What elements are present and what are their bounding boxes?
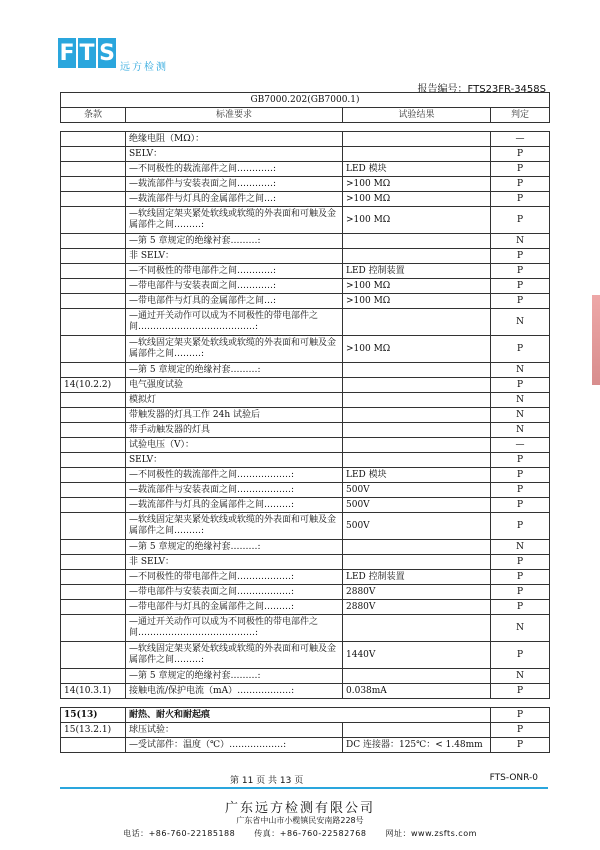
cell-clause (61, 483, 126, 498)
cell-verdict: N (491, 423, 550, 438)
table-row (61, 363, 550, 378)
cell-requirement: 带手动触发器的灯具 (126, 423, 343, 438)
cell-requirement: —第 5 章规定的绝缘衬套………: (126, 234, 343, 249)
table-row (61, 483, 550, 498)
table-row (61, 177, 550, 192)
cell-result (343, 378, 491, 393)
col-verdict: 判定 (491, 108, 550, 123)
cell-verdict: P (491, 483, 550, 498)
cell-result (343, 309, 491, 336)
cell-verdict: P (491, 192, 550, 207)
cell-result: >100 MΩ (343, 177, 491, 192)
spacer-row (61, 699, 550, 708)
cell-verdict: P (491, 555, 550, 570)
cell-clause (61, 363, 126, 378)
cell-result (343, 423, 491, 438)
cell-requirement: 电气强度试验 (126, 378, 343, 393)
cell-verdict: P (491, 378, 550, 393)
fax: 传真：+86-760-22582768 (254, 829, 367, 838)
cell-verdict: P (491, 468, 550, 483)
cell-verdict: P (491, 684, 550, 699)
cell-clause (61, 234, 126, 249)
cell-verdict: — (491, 132, 550, 147)
cell-result: 2880V (343, 600, 491, 615)
cell-clause (61, 513, 126, 540)
cell-result: >100 MΩ (343, 192, 491, 207)
cell-verdict: N (491, 540, 550, 555)
standard-title: GB7000.202(GB7000.1) (61, 93, 550, 108)
form-code: FTS-ONR-0 (489, 773, 538, 783)
cell-requirement: —不同极性的带电部件之间………………: (126, 570, 343, 585)
col-requirement: 标准要求 (126, 108, 343, 123)
cell-requirement: —软线固定架夹紧处软线或软缆的外表面和可触及金属部件之间………: (126, 207, 343, 234)
cell-result: LED 控制装置 (343, 570, 491, 585)
table-row (61, 336, 550, 363)
cell-result (343, 669, 491, 684)
cell-verdict: N (491, 669, 550, 684)
cell-clause (61, 498, 126, 513)
cell-requirement: 带触发器的灯具工作 24h 试验后 (126, 408, 343, 423)
table-row (61, 684, 550, 699)
cell-clause (61, 540, 126, 555)
cell-verdict: P (491, 642, 550, 669)
cell-verdict: — (491, 438, 550, 453)
cell-requirement: —带电部件与灯具的金属部件之间…: (126, 294, 343, 309)
cell-requirement: —软线固定架夹紧处软线或软缆的外表面和可触及金属部件之间………: (126, 642, 343, 669)
cell-result: 500V (343, 498, 491, 513)
cell-verdict: P (491, 498, 550, 513)
cell-clause (61, 738, 126, 753)
cell-requirement: —不同极性的载流部件之间…………: (126, 162, 343, 177)
table-row (61, 513, 550, 540)
cell-result: 500V (343, 513, 491, 540)
cell-requirement: —第 5 章规定的绝缘衬套………: (126, 540, 343, 555)
cell-requirement: —带电部件与安装表面之间…………: (126, 279, 343, 294)
cell-verdict: N (491, 393, 550, 408)
company-logo (58, 38, 118, 68)
cell-verdict: P (491, 513, 550, 540)
cell-clause: 14(10.3.1) (61, 684, 126, 699)
cell-clause (61, 615, 126, 642)
cell-result (343, 393, 491, 408)
cell-requirement: —受试部件：温度（℃）………………: (126, 738, 343, 753)
table-row (61, 438, 550, 453)
table-row (61, 279, 550, 294)
cell-result (343, 540, 491, 555)
cell-verdict: N (491, 234, 550, 249)
company-address: 广东省中山市小榄镇民安南路228号 (236, 816, 364, 825)
page-number: 第 11 页 共 13 页 (230, 776, 304, 786)
table-row (61, 147, 550, 162)
cell-requirement: —带电部件与安装表面之间………………: (126, 585, 343, 600)
cell-verdict: P (491, 723, 550, 738)
table-row (61, 570, 550, 585)
cell-clause (61, 207, 126, 234)
table-row (61, 207, 550, 234)
cell-verdict: P (491, 207, 550, 234)
table-row (61, 132, 550, 147)
cell-verdict: P (491, 147, 550, 162)
spacer-row (61, 123, 550, 132)
cell-requirement: —载流部件与安装表面之间…………: (126, 177, 343, 192)
cell-requirement: —第 5 章规定的绝缘衬套………: (126, 669, 343, 684)
cell-clause (61, 132, 126, 147)
cell-requirement: —带电部件与灯具的金属部件之间………: (126, 600, 343, 615)
cell-result: DC 连接器：125℃：< 1.48mm (343, 738, 491, 753)
cell-verdict: P (491, 336, 550, 363)
cell-clause (61, 408, 126, 423)
cell-clause (61, 570, 126, 585)
cell-clause (61, 642, 126, 669)
cell-clause (61, 600, 126, 615)
cell-requirement: SELV： (126, 147, 343, 162)
cell-verdict: N (491, 408, 550, 423)
cell-requirement: —第 5 章规定的绝缘衬套………: (126, 363, 343, 378)
table-row (61, 423, 550, 438)
table-row (61, 309, 550, 336)
cell-requirement: —载流部件与灯具的金属部件之间………: (126, 498, 343, 513)
cell-verdict: P (491, 162, 550, 177)
cell-requirement: 非 SELV： (126, 249, 343, 264)
cell-clause (61, 555, 126, 570)
cell-result (343, 453, 491, 468)
table-row (61, 540, 550, 555)
cell-requirement: —不同极性的带电部件之间…………: (126, 264, 343, 279)
contact-line (0, 828, 600, 839)
cell-verdict: P (491, 600, 550, 615)
table-row (61, 642, 550, 669)
table-row (61, 738, 550, 753)
table-row (61, 600, 550, 615)
website: 网址：www.zsfts.com (385, 829, 477, 838)
cell-result (343, 363, 491, 378)
cell-requirement: 绝缘电阻（MΩ）： (126, 132, 343, 147)
cell-requirement: —软线固定架夹紧处软线或软缆的外表面和可触及金属部件之间………: (126, 336, 343, 363)
cell-clause (61, 585, 126, 600)
cell-clause (61, 249, 126, 264)
cell-requirement: —载流部件与安装表面之间………………: (126, 483, 343, 498)
cell-verdict: P (491, 585, 550, 600)
cell-verdict: P (491, 279, 550, 294)
cell-clause: 14(10.2.2) (61, 378, 126, 393)
cell-verdict: P (491, 453, 550, 468)
cell-clause (61, 438, 126, 453)
cell-requirement: 非 SELV： (126, 555, 343, 570)
table-row (61, 498, 550, 513)
table-row (61, 669, 550, 684)
cell-result: >100 MΩ (343, 336, 491, 363)
cell-clause (61, 177, 126, 192)
table-row (61, 555, 550, 570)
cell-result (343, 408, 491, 423)
cell-result: LED 控制装置 (343, 264, 491, 279)
cell-result (343, 438, 491, 453)
table-row (61, 294, 550, 309)
cell-result: LED 模块 (343, 162, 491, 177)
cell-requirement: SELV： (126, 453, 343, 468)
cell-requirement: —载流部件与灯具的金属部件之间…: (126, 192, 343, 207)
table-row (61, 378, 550, 393)
cell-verdict: P (491, 294, 550, 309)
table-row (61, 192, 550, 207)
cell-result (343, 234, 491, 249)
cell-clause (61, 147, 126, 162)
cell-clause (61, 192, 126, 207)
table-row (61, 615, 550, 642)
table-row (61, 408, 550, 423)
cell-verdict: N (491, 615, 550, 642)
cell-requirement: 模拟灯 (126, 393, 343, 408)
cell-verdict: P (491, 249, 550, 264)
table-row (61, 723, 550, 738)
cell-result: >100 MΩ (343, 294, 491, 309)
cell-verdict: P (491, 177, 550, 192)
cell-clause (61, 309, 126, 336)
cell-result (343, 555, 491, 570)
cell-clause (61, 453, 126, 468)
cell-requirement: 接触电流/保护电流（mA）………………: (126, 684, 343, 699)
cell-verdict: N (491, 363, 550, 378)
table-row (61, 453, 550, 468)
test-table (60, 92, 550, 753)
report-number: 报告编号：FTS23FR-3458S (417, 84, 546, 95)
table-row (61, 264, 550, 279)
cell-result (343, 249, 491, 264)
cell-result: 0.038mA (343, 684, 491, 699)
cell-requirement: —通过开关动作可以成为不同极性的带电部件之间…………………………………: (126, 615, 343, 642)
table-row (61, 234, 550, 249)
cell-clause (61, 393, 126, 408)
table-row (61, 162, 550, 177)
cell-clause (61, 162, 126, 177)
column-header-row (61, 108, 550, 123)
section-verdict: P (491, 708, 550, 723)
table-row (61, 393, 550, 408)
cell-requirement: 球压试验： (126, 723, 343, 738)
cell-clause (61, 264, 126, 279)
section-clause: 15(13) (61, 708, 126, 723)
col-clause: 条款 (61, 108, 126, 123)
table-row (61, 468, 550, 483)
cell-result: >100 MΩ (343, 279, 491, 294)
section-title: 耐热、耐火和耐起痕 (126, 708, 491, 723)
cell-result: 2880V (343, 585, 491, 600)
cell-verdict: P (491, 264, 550, 279)
company-name: 广东远方检测有限公司 (224, 801, 375, 816)
cell-requirement: —软线固定架夹紧处软线或软缆的外表面和可触及金属部件之间………: (126, 513, 343, 540)
cell-clause (61, 336, 126, 363)
cell-result (343, 132, 491, 147)
table-row (61, 249, 550, 264)
cell-verdict: N (491, 309, 550, 336)
cell-verdict: P (491, 738, 550, 753)
cell-result: 500V (343, 483, 491, 498)
section-row (61, 708, 550, 723)
stamp-mark (592, 295, 600, 385)
table-row (61, 585, 550, 600)
cell-result: LED 模块 (343, 468, 491, 483)
cell-result (343, 147, 491, 162)
cell-clause (61, 279, 126, 294)
cell-result: >100 MΩ (343, 207, 491, 234)
cell-clause (61, 468, 126, 483)
logo-name: 远方检测 (120, 62, 168, 73)
cell-result (343, 723, 491, 738)
cell-result (343, 615, 491, 642)
logo-letter-t: T (78, 38, 96, 68)
standard-row (61, 93, 550, 108)
cell-clause: 15(13.2.1) (61, 723, 126, 738)
cell-result: 1440V (343, 642, 491, 669)
phone: 电话：+86-760-22185188 (123, 829, 236, 838)
footer-rule (60, 787, 548, 789)
logo-letter-f: F (58, 38, 76, 68)
cell-verdict: P (491, 570, 550, 585)
cell-clause (61, 423, 126, 438)
cell-clause (61, 294, 126, 309)
cell-requirement: 试验电压（V）： (126, 438, 343, 453)
cell-clause (61, 669, 126, 684)
cell-requirement: —通过开关动作可以成为不同极性的带电部件之间…………………………………: (126, 309, 343, 336)
logo-letter-s: S (98, 38, 116, 68)
cell-requirement: —不同极性的载流部件之间………………: (126, 468, 343, 483)
col-result: 试验结果 (343, 108, 491, 123)
